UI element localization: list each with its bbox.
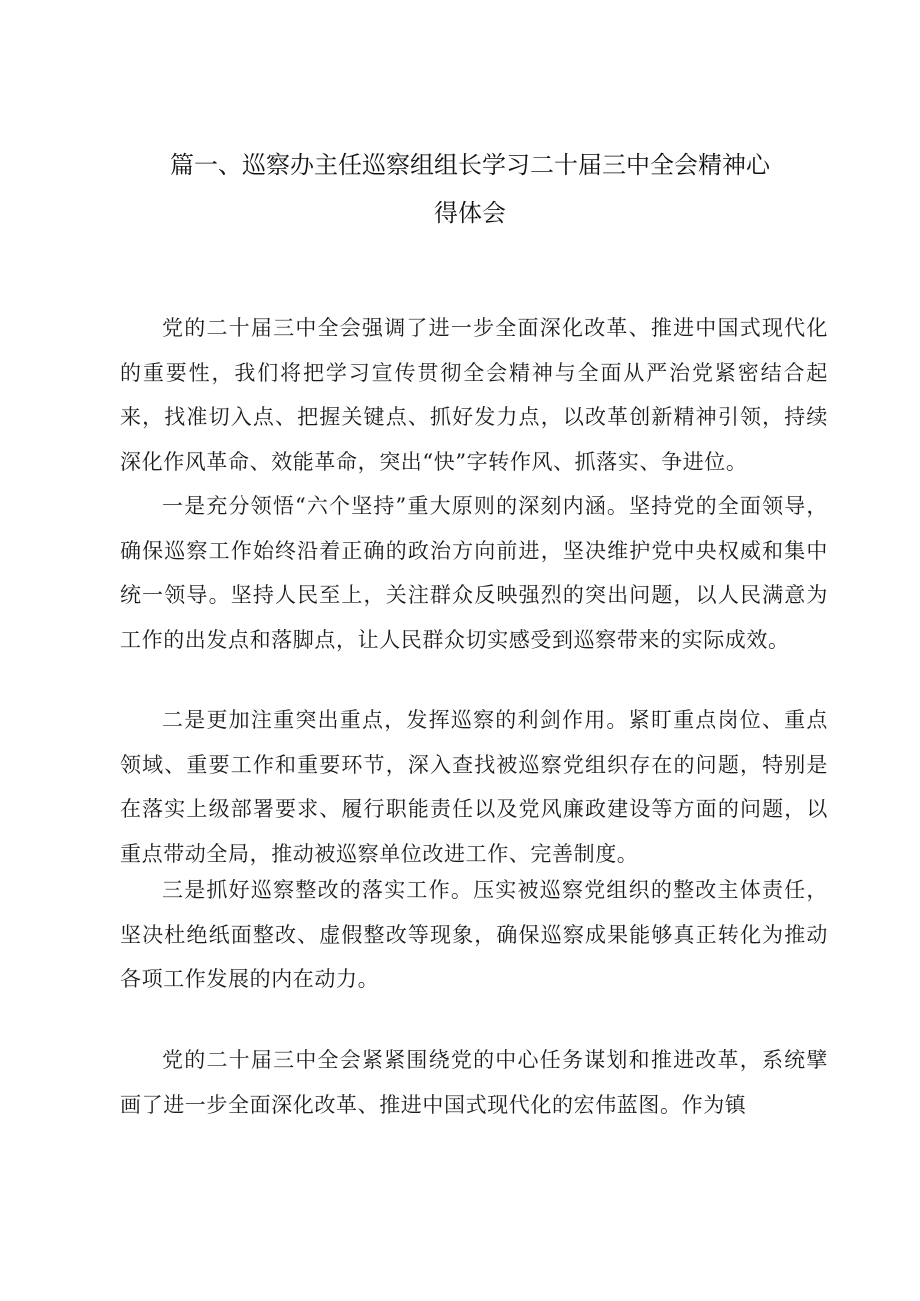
document-title-line-2: 得体会: [434, 199, 506, 227]
body-paragraph-point-one: 一是充分领悟“六个坚持”重大原则的深刻内涵。坚持党的全面领导，确保巡察工作始终沿着正确的政治方向前进，坚决维护党中央权威和集中统一领导。坚持人民至上，关注群众反映强烈的突出问题，以人民满意为工作的出发点和落脚点，让人民群众切实感受到巡察带来的实际成效。: [120, 494, 828, 652]
body-paragraph-point-three: 三是抓好巡察整改的落实工作。压实被巡察党组织的整改主体责任，坚决杜绝纸面整改、虚假整改等现象，确保巡察成果能够真正转化为推动各项工作发展的内在动力。: [120, 878, 828, 991]
document-title-line-1: 篇一、巡察办主任巡察组组长学习二十届三中全会精神心: [170, 151, 770, 179]
body-paragraph-next-article: 党的二十届三中全会紧紧围绕党的中心任务谋划和推进改革，系统擘画了进一步全面深化改革、推进中国式现代化的宏伟蓝图。作为镇: [120, 1048, 828, 1117]
body-paragraph-intro: 党的二十届三中全会强调了进一步全面深化改革、推进中国式现代化的重要性，我们将把学习宣传贯彻全会精神与全面从严治党紧密结合起来，找准切入点、把握关键点、抓好发力点，以改革创新精神引领，持续深化作风革命、效能革命，突出“快”字转作风、抓落实、争进位。: [120, 316, 828, 474]
body-paragraph-point-two: 二是更加注重突出重点，发挥巡察的利剑作用。紧盯重点岗位、重点领域、重要工作和重要环节，深入查找被巡察党组织存在的问题，特别是在落实上级部署要求、履行职能责任以及党风廉政建设等方面的问题，以重点带动全局，推动被巡察单位改进工作、完善制度。: [120, 708, 828, 866]
